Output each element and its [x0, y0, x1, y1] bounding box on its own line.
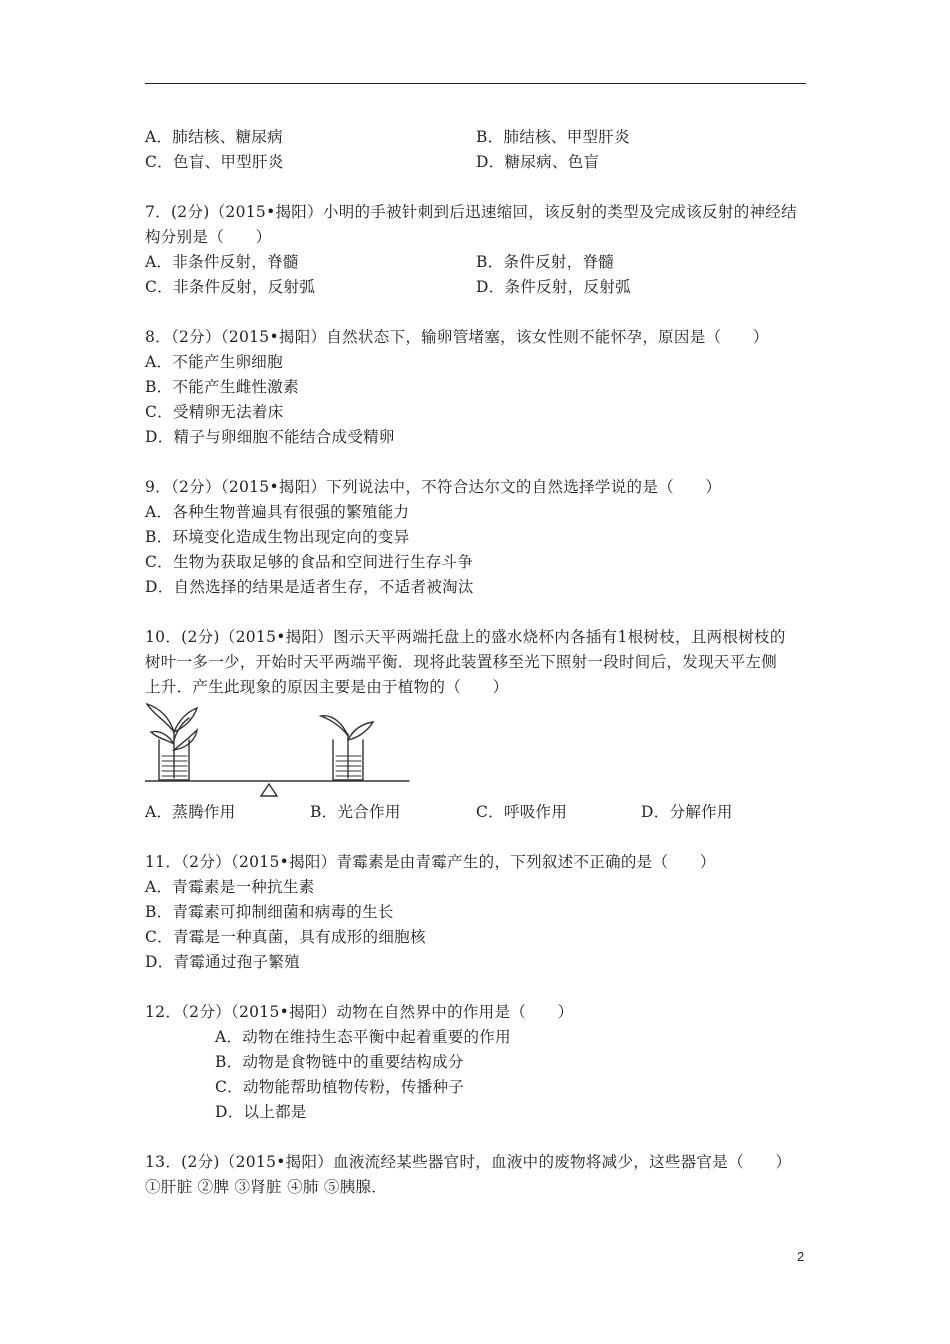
q12-option-d: D．以上都是: [215, 1103, 307, 1121]
q12-option-a: A．动物在维持生态平衡中起着重要的作用: [215, 1028, 511, 1046]
balance-figure: [145, 700, 415, 800]
q13-organ-list: ①肝脏 ②脾 ③肾脏 ④肺 ⑤胰腺．: [145, 1178, 388, 1196]
q6-option-b: B．肺结核、甲型肝炎: [476, 128, 630, 146]
q7-option-c: C．非条件反射，反射弧: [145, 278, 316, 296]
q7-option-a: A．非条件反射，脊髓: [145, 253, 299, 271]
q9-option-c: C．生物为获取足够的食品和空间进行生存斗争: [145, 553, 474, 571]
q7-stem-line1: 7．(2分)（2015•揭阳）小明的手被针刺到后迅速缩回，该反射的类型及完成该反射的神经结: [145, 203, 797, 221]
q11-option-b: B．青霉素可抑制细菌和病毒的生长: [145, 903, 394, 921]
q7-stem-line2: 构分别是（ ）: [145, 228, 272, 246]
q6-option-d: D．糖尿病、色盲: [476, 153, 600, 171]
q6-option-a: A．肺结核、糖尿病: [145, 128, 283, 146]
page-number: 2: [797, 1249, 805, 1264]
q8-stem: 8．（2分）（2015•揭阳）自然状态下，输卵管堵塞，该女性则不能怀孕，原因是（ ）: [145, 328, 769, 346]
q7-option-b: B．条件反射，脊髓: [476, 253, 615, 271]
q9-option-b: B．环境变化造成生物出现定向的变异: [145, 528, 410, 546]
right-branch-few-leaves: [321, 716, 373, 778]
q10-option-a: A．蒸腾作用: [145, 803, 236, 821]
q8-option-c: C．受精卵无法着床: [145, 403, 284, 421]
q12-option-c: C．动物能帮助植物传粉，传播种子: [215, 1078, 465, 1096]
q7-option-d: D．条件反射，反射弧: [476, 278, 631, 296]
q11-stem: 11．（2分）（2015•揭阳）青霉素是由青霉产生的，下列叙述不正确的是（ ）: [145, 853, 716, 871]
q8-option-d: D．精子与卵细胞不能结合成受精卵: [145, 428, 395, 446]
q8-option-a: A．不能产生卵细胞: [145, 353, 283, 371]
header-rule: [145, 83, 806, 84]
q10-stem-line2: 树叶一多一少，开始时天平两端平衡．现将此装置移至光下照射一段时间后，发现天平左侧: [145, 653, 778, 671]
q10-stem-line3: 上升．产生此现象的原因主要是由于植物的（ ）: [145, 678, 509, 696]
balance-fulcrum: [261, 784, 277, 796]
q10-option-c: C．呼吸作用: [476, 803, 568, 821]
q10-stem-line1: 10．(2分)（2015•揭阳）图示天平两端托盘上的盛水烧杯内各插有1根树枝，且两根树枝的: [145, 628, 786, 646]
q6-option-c: C．色盲、甲型肝炎: [145, 153, 284, 171]
q10-option-b: B．光合作用: [310, 803, 401, 821]
q11-option-d: D．青霉通过孢子繁殖: [145, 953, 300, 971]
q12-stem: 12．（2分）（2015•揭阳）动物在自然界中的作用是（ ）: [145, 1003, 574, 1021]
q11-option-a: A．青霉素是一种抗生素: [145, 878, 315, 896]
q9-option-a: A．各种生物普遍具有很强的繁殖能力: [145, 503, 410, 521]
q9-stem: 9．（2分）（2015•揭阳）下列说法中，不符合达尔文的自然选择学说的是（ ）: [145, 478, 722, 496]
q12-option-b: B．动物是食物链中的重要结构成分: [215, 1053, 464, 1071]
q11-option-c: C．青霉是一种真菌，具有成形的细胞核: [145, 928, 426, 946]
q13-stem: 13．(2分)（2015•揭阳）血液流经某些器官时，血液中的废物将减少，这些器官是（ ）: [145, 1153, 792, 1171]
q10-option-d: D．分解作用: [641, 803, 733, 821]
q8-option-b: B．不能产生雌性激素: [145, 378, 299, 396]
q9-option-d: D．自然选择的结果是适者生存，不适者被淘汰: [145, 578, 474, 596]
